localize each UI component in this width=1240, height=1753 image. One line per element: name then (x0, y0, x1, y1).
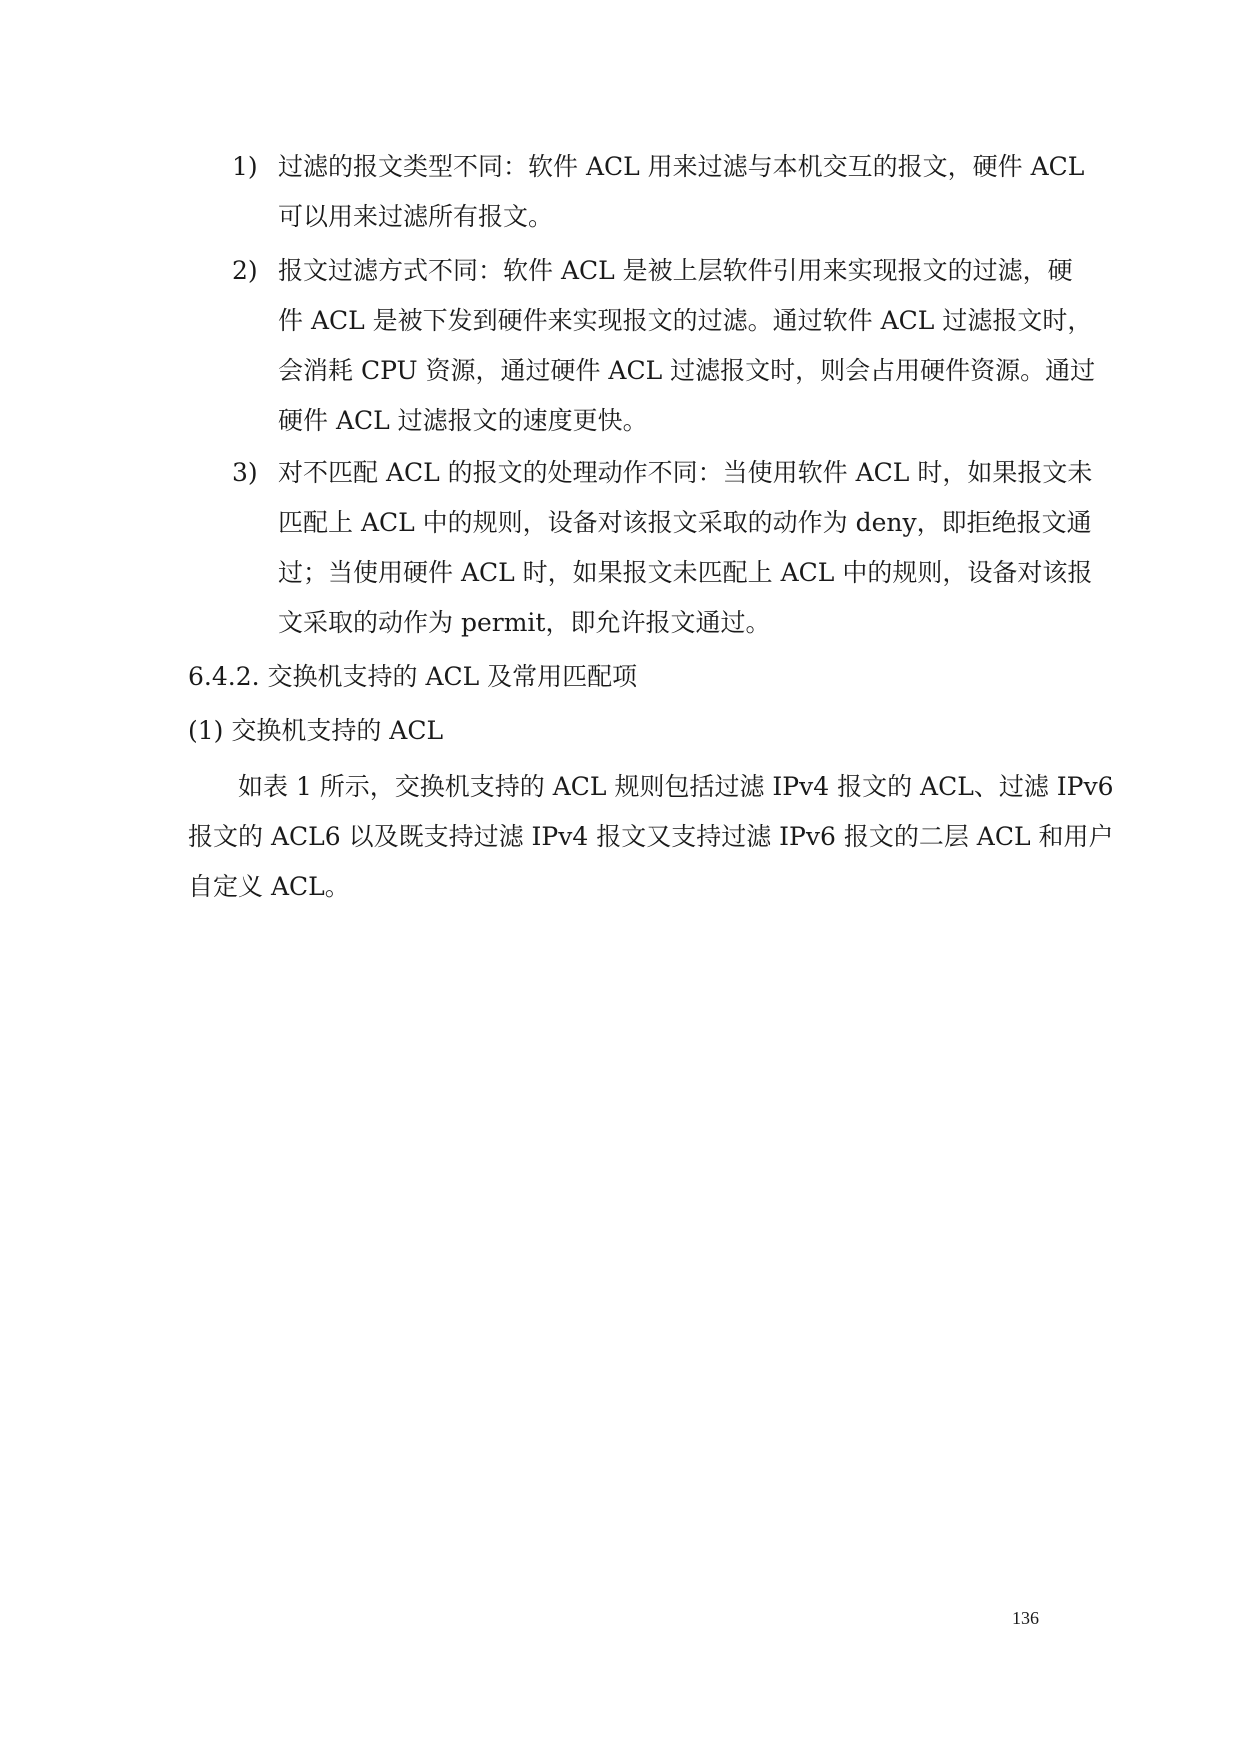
text-line: 文采取的动作为 permit，即允许报文通过。 (278, 608, 771, 637)
list-item-text (278, 246, 1096, 446)
text-line: 可以用来过滤所有报文。 (278, 202, 554, 231)
text-line: 会消耗 CPU 资源，通过硬件 ACL 过滤报文时，则会占用硬件资源。通过 (278, 356, 1096, 385)
text-line: 自定义 ACL。 (188, 872, 350, 901)
text-line: 件 ACL 是被下发到硬件来实现报文的过滤。通过软件 ACL 过滤报文时， (278, 306, 1093, 335)
text-line: 报文的 ACL6 以及既支持过滤 IPv4 报文又支持过滤 IPv6 报文的二层 ACL 和用户 (188, 822, 1114, 851)
body-paragraph (188, 762, 1114, 912)
subsection-heading: (1) 交换机支持的 ACL (188, 716, 444, 745)
text-line: 匹配上 ACL 中的规则，设备对该报文采取的动作为 deny，即拒绝报文通 (278, 508, 1092, 537)
list-item-number: 3) (232, 458, 258, 487)
text-line: 对不匹配 ACL 的报文的处理动作不同：当使用软件 ACL 时，如果报文未 (278, 458, 1093, 487)
text-line: 如表 1 所示，交换机支持的 ACL 规则包括过滤 IPv4 报文的 ACL、过滤 IPv6 (238, 772, 1114, 801)
text-line: 报文过滤方式不同：软件 ACL 是被上层软件引用来实现报文的过滤，硬 (278, 256, 1073, 285)
page-number: 136 (1012, 1608, 1039, 1628)
text-line: 硬件 ACL 过滤报文的速度更快。 (278, 406, 648, 435)
text-line: 过滤的报文类型不同：软件 ACL 用来过滤与本机交互的报文，硬件 ACL (278, 152, 1085, 181)
list-item-number: 2) (232, 256, 258, 285)
list-item-number: 1) (232, 152, 258, 181)
section-heading: 6.4.2. 交换机支持的 ACL 及常用匹配项 (188, 662, 638, 691)
list-item-text (278, 142, 1085, 242)
text-line: 过；当使用硬件 ACL 时，如果报文未匹配上 ACL 中的规则，设备对该报 (278, 558, 1093, 587)
list-item-text (278, 448, 1093, 648)
